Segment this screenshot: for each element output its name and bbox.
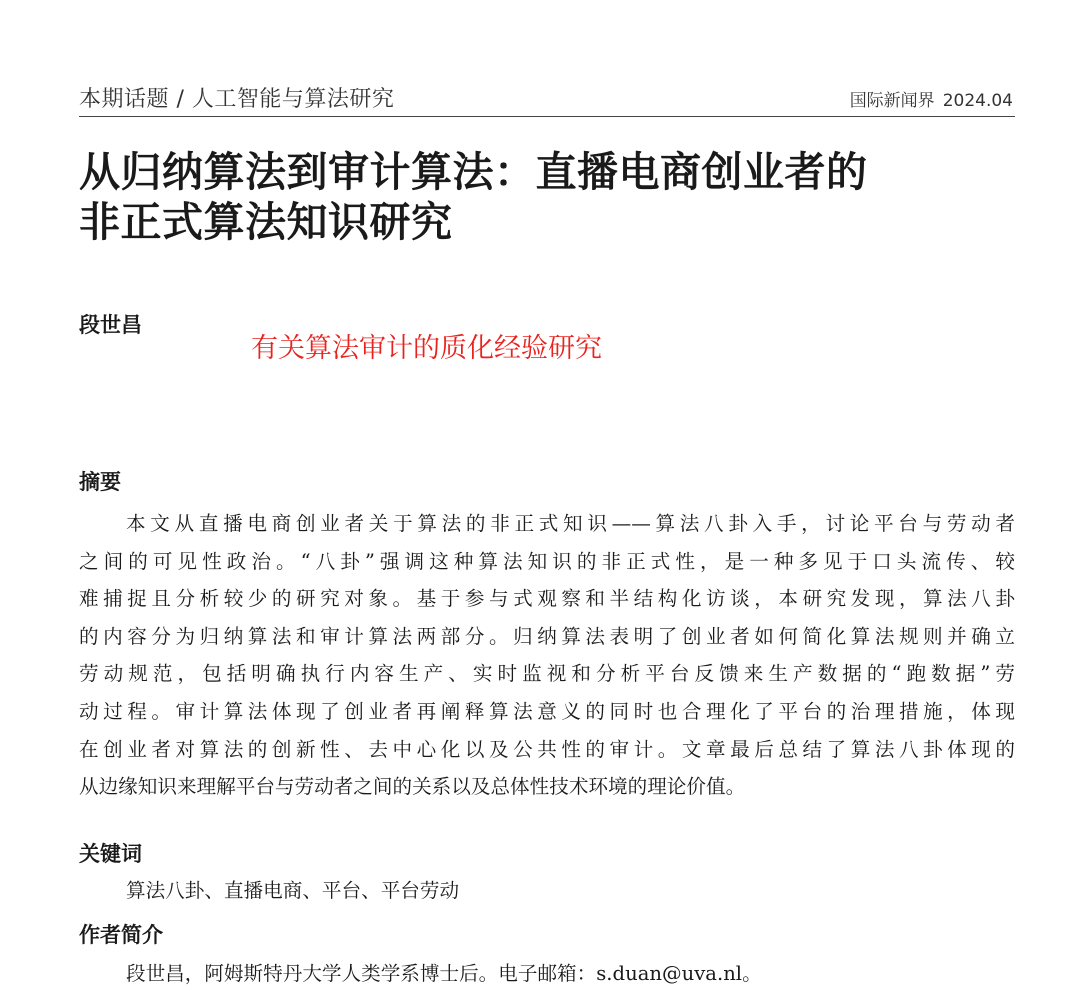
abstract-line: 劳动规范，包括明确执行内容生产、实时监视和分析平台反馈来生产数据的“跑数据”劳: [79, 662, 1015, 686]
title-line-2: 非正式算法知识研究: [79, 198, 453, 246]
journal-issue: [850, 86, 1013, 111]
author-bio-text: 段世昌，阿姆斯特丹大学人类学系博士后。电子邮箱：s.duan@uva.nl。: [126, 962, 762, 985]
journal-name: 国际新闻界: [849, 91, 935, 111]
abstract-line: 难捕捉且分析较少的研究对象。基于参与式观察和半结构化访谈，本研究发现，算法八卦: [79, 587, 1015, 611]
abstract-heading: 摘要: [79, 470, 121, 494]
issue-date: 2024.04: [942, 91, 1013, 111]
abstract-line: 在创业者对算法的创新性、去中心化以及公共性的审计。文章最后总结了算法八卦体现的: [79, 737, 1015, 761]
abstract-line: 动过程。审计算法体现了创业者再阐释算法意义的同时也合理化了平台的治理措施，体现: [79, 699, 1015, 723]
keywords-text: 算法八卦、直播电商、平台、平台劳动: [126, 879, 460, 902]
abstract-line: 之间的可见性政治。“八卦”强调这种算法知识的非正式性，是一种多见于口头流传、较: [79, 549, 1015, 573]
section-label: 本期话题 / 人工智能与算法研究: [79, 87, 395, 112]
author-bio-heading: 作者简介: [79, 923, 163, 947]
keywords-heading: 关键词: [79, 842, 142, 866]
red-annotation: 有关算法审计的质化经验研究: [251, 333, 602, 364]
abstract-body: [79, 505, 1015, 806]
author-name: 段世昌: [79, 313, 142, 337]
abstract-line: 本文从直播电商创业者关于算法的非正式知识——算法八卦入手，讨论平台与劳动者: [126, 512, 1015, 535]
abstract-line: 的内容分为归纳算法和审计算法两部分。归纳算法表明了创业者如何简化算法规则并确立: [79, 624, 1015, 648]
article-title: [79, 147, 1029, 247]
abstract-line: 从边缘知识来理解平台与劳动者之间的关系以及总体性技术环境的理论价值。: [79, 775, 746, 799]
running-header: [79, 80, 1015, 117]
title-line-1: 从归纳算法到审计算法：直播电商创业者的: [79, 148, 868, 196]
